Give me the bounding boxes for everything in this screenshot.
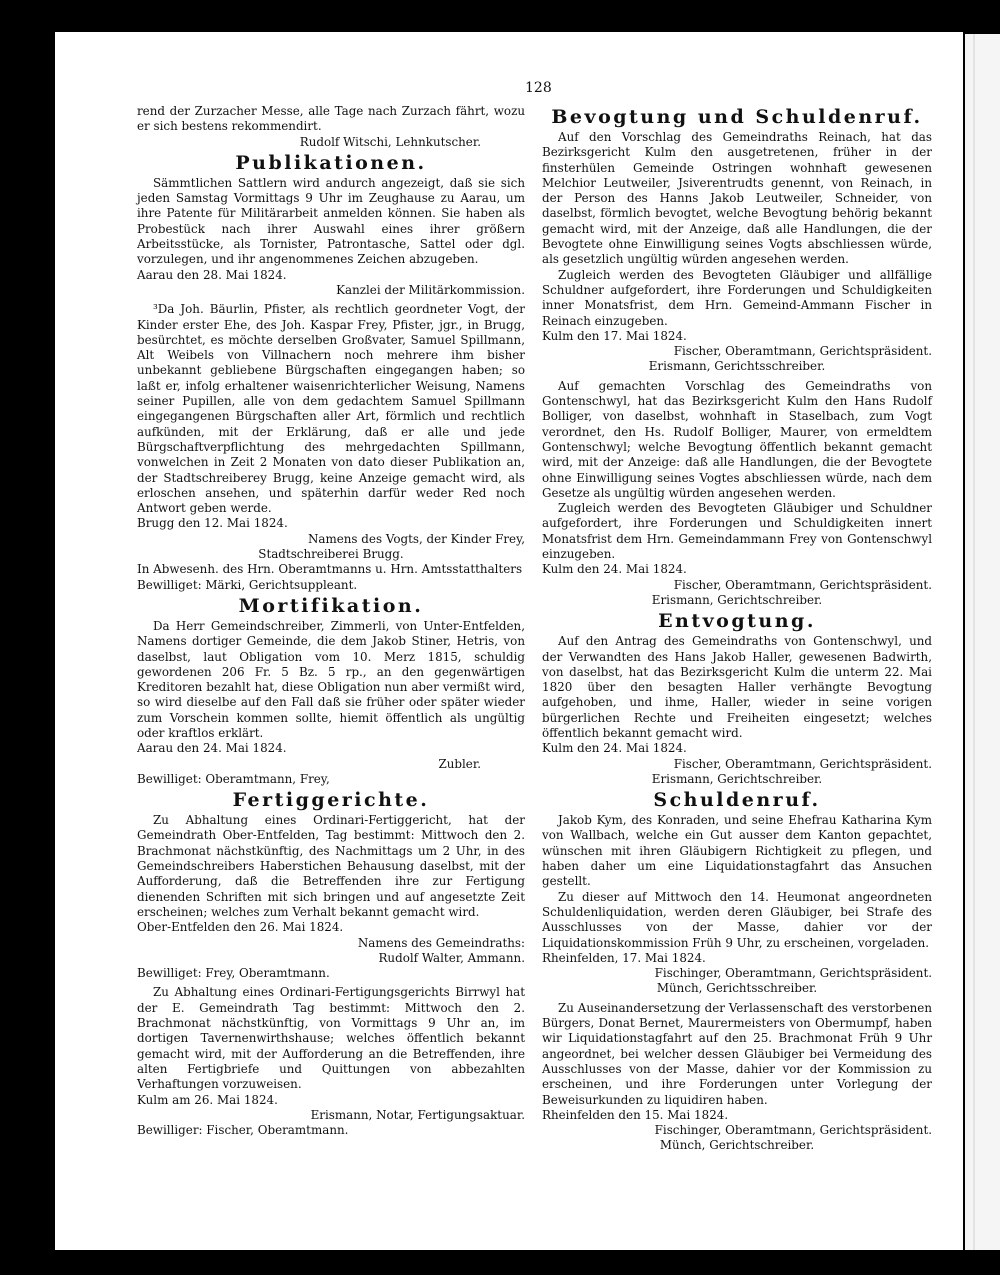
approval-note: In Abwesenh. des Hrn. Oberamtmanns u. Hrn. Amtsstatthalters (137, 562, 523, 577)
approval-note: Bewilliget: Oberamtmann, Frey, (137, 771, 330, 786)
notice-text: Auf gemachten Vorschlag des Gemeindraths von Gontenschwyl, hat das Bezirksgericht Kulm den Hans Rudolf Bolliger, von daselbst, wohnhaft in Staselbach, zum Vogt verordnet, den Hs. Rudolf Bolliger, Maurer, von ermeldtem Gontenschwyl; welche Bevogtung öffentlich bekannt gemacht wird, mit der Anzeige: daß alle Handlungen, die der Bevogtete ohne Einwilligung seines Vogtes abschliessen würde, nach dem Gesetze als ungültig würden angesehen werden. (542, 378, 932, 500)
notice-date: Rheinfelden, 17. Mai 1824. (542, 950, 706, 965)
notice-date: Kulm den 17. Mai 1824. (542, 328, 687, 343)
signature: Rudolf Witschi, Lehnkutscher. (299, 134, 481, 149)
signature: Stadtschreiberei Brugg. (258, 547, 404, 562)
left-column (137, 104, 525, 1138)
signature: Rudolf Walter, Ammann. (378, 950, 525, 965)
section-heading-fertiggerichte: Fertiggerichte. (232, 789, 430, 812)
right-column (542, 104, 932, 1154)
notice-text: Sämmtlichen Sattlern wird andurch angezeigt, daß sie sich jeden Samstag Vormittags 9 Uhr im Zeughause zu Aarau, um ihre Patente für Militärarbeit anmelden können. Sie haben als Probestück nach ihrer Auswahl eines ihrer größern Arbeitsstücke, als Tornister, Patrontasche, Sattel oder dgl. vorzulegen, und ihr angenommenes Zeichen abzugeben. (137, 175, 525, 267)
notice-date: Kulm den 24. Mai 1824. (542, 562, 687, 577)
notice-text: Da Herr Gemeindschreiber, Zimmerli, von Unter-Entfelden, Namens dortiger Gemeinde, die dem Jakob Stiner, Hetris, von daselbst, laut Obligation vom 10. Merz 1815, schuldig gewordenen 206 Fr. 5 Bz. 5 rp., an den gegenwärtigen Kreditoren bezahlt hat, diese Obligation nun aber vermißt wird, so wird dieselbe auf den Fall daß sie früher oder später wieder zum Vorschein kommen sollte, hiemit öffentlich als ungültig oder kraftlos erklärt. (137, 618, 525, 740)
notice-date: Kulm den 24. Mai 1824. (542, 741, 687, 756)
notice-date: Ober-Entfelden den 26. Mai 1824. (137, 920, 344, 935)
signature: Namens des Gemeindraths: (357, 935, 525, 950)
page-number: 128 (525, 80, 552, 96)
notice-text: ³Da Joh. Bäurlin, Pfister, als rechtlich geordneter Vogt, der Kinder erster Ehe, des Joh. Kaspar Frey, Pfister, jgr., in Brugg, besürchtet, es möchte derselben Großvater, Samuel Spillmann, Alt Weibels von Villnachern noch mehrere ihm bisher unbekannt gebliebene Bürgschaften eingegangen haben; so laßt er, infolg erhaltener waisenrichterlicher Weisung, Namens seiner Pupillen, alle von dem gedachtem Samuel Spillmann eingegangenen Bürgschaften aller Art, förmlich und rechtlich aufkünden, mit der Erklärung, daß er alle und jede Bürgschaftverpflichtung des mehrgedachten Spillmann, vonwelchen in Zeit 2 Monaten von dato dieser Publikation an, der Stadtschreiberey Brugg, keine Anzeige gemacht wird, als erloschen ansehen, und späterhin darfür weder Red noch Antwort geben werde. (137, 302, 525, 516)
signature: Erismann, Notar, Fertigungsaktuar. (310, 1107, 525, 1122)
newspaper-page (55, 32, 963, 1250)
notice-text: Jakob Kym, des Konraden, und seine Ehefrau Katharina Kym von Wallbach, welche ein Gut ausser dem Kanton gepachtet, wünschen mit ihren Gläubigern Richtigkeit zu pflegen, und haben daher um eine Liquidationstagfahrt das Ansuchen gestellt. (542, 813, 932, 889)
signature: Münch, Gerichtsschreiber. (656, 981, 818, 996)
notice-date: Kulm am 26. Mai 1824. (137, 1092, 278, 1107)
notice-date: Aarau den 28. Mai 1824. (137, 267, 287, 282)
notice-date: Brugg den 12. Mai 1824. (137, 516, 288, 531)
signature: Fischinger, Oberamtmann, Gerichtspräsident. (654, 966, 932, 981)
signature: Kanzlei der Militärkommission. (336, 282, 525, 297)
approval-note: Bewilliger: Fischer, Oberamtmann. (137, 1123, 349, 1138)
signature: Erismann, Gerichtschreiber. (651, 771, 823, 786)
notice-text: Auf den Antrag des Gemeindraths von Gontenschwyl, und der Verwandten des Hans Jakob Haller, gewesenen Badwirth, von daselbst, hat das Bezirksgericht Kulm die unterm 22. Mai 1820 über den besagten Haller verhängte Bevogtung aufgehoben, und ihme, Haller, wieder in seine vorigen bürgerlichen Rechte und Freiheiten eingesetzt; welches öffentlich bekannt gemacht wird. (542, 634, 932, 740)
notice-text: Zu Abhaltung eines Ordinari-Fertiggericht, hat der Gemeindrath Ober-Entfelden, Tag bestimmt: Mittwoch den 2. Brachmonat nächstkünftig, des Nachmittags um 2 Uhr, in des Gemeindschreibers Haberstichen Behausung daselbst, mit der Aufforderung, daß die Betreffenden ihre zur Fertigung dienenden Schriften mit sich bringen und auf angesetzte Zeit erscheinen; welches zum Verhalt bekannt gemacht wird. (137, 813, 525, 919)
signature: Erismann, Gerichtsschreiber. (648, 359, 826, 374)
signature: Erismann, Gerichtschreiber. (651, 592, 823, 607)
signature: Fischer, Oberamtmann, Gerichtspräsident. (673, 577, 932, 592)
notice-text: Auf den Vorschlag des Gemeindraths Reinach, hat das Bezirksgericht Kulm den ausgetretenen, früher in der finsterhülen Gemeinde Ostringen wohnhaft gewesenen Melchior Leutweiler, Jsiverentrudts genennt, von Reinach, in der Person des Hanns Jakob Leutweiler, Schneider, von daselbst, förmlich bevogtet, welche Bevogtung behörig bekannt gemacht wird, mit der Anzeige, daß alle Handlungen, die der Bevogtete ohne Einwilligung seines Vogts abschliessen würde, als gesetzlich ungültig würden angesehen werden. (542, 130, 932, 267)
signature: Namens des Vogts, der Kinder Frey, (307, 531, 525, 546)
signature: Fischinger, Oberamtmann, Gerichtspräsident. (654, 1123, 932, 1138)
signature: Fischer, Oberamtmann, Gerichtspräsident. (673, 344, 932, 359)
section-heading-bevogtung: Bevogtung und Schuldenruf. (551, 106, 923, 128)
notice-text: Zu Abhaltung eines Ordinari-Fertigungsgerichts Birrwyl hat der E. Gemeindrath Tag bestimmt: Mittwoch den 2. Brachmonat nächstkünftig, von Vormittags 9 Uhr an, im dortigen Tavernenwirthshause; welches öffentlich bekannt gemacht wird, mit der Aufforderung an die Betreffenden, ihre alten Fertigbriefe und Quittungen von abbezahlten Verhaftungen vorzuweisen. (137, 985, 525, 1092)
notice-text: Zu dieser auf Mittwoch den 14. Heumonat angeordneten Schuldenliquidation, werden deren Gläubiger, bei Strafe des Ausschlusses von der Masse, dahier vor der Liquidationskommission Früh 9 Uhr, zu erscheinen, vorgeladen. (542, 889, 932, 950)
section-heading-mortifikation: Mortifikation. (238, 594, 424, 617)
page-fold-line (973, 34, 975, 1250)
notice-text: Zu Auseinandersetzung der Verlassenschaft des verstorbenen Bürgers, Donat Bernet, Maurermeisters von Obermumpf, haben wir Liquidationstagfahrt auf den 25. Brachmonat Früh 9 Uhr angeordnet, bei welcher dessen Gläubiger bei Vermeidung des Ausschlusses von der Masse, dahier vor der Kommission zu erscheinen, und ihre Forderungen unter Vorlegung der Beweisurkunden zu liquidiren haben. (542, 1000, 932, 1107)
continued-notice-text: rend der Zurzacher Messe, alle Tage nach Zurzach fährt, wozu er sich bestens rekommendirt. (137, 104, 525, 134)
approval-note: Bewilliget: Märki, Gerichtsuppleant. (137, 577, 358, 592)
notice-date: Aarau den 24. Mai 1824. (137, 741, 287, 756)
adjacent-page-edge (965, 34, 1000, 1250)
signature: Münch, Gerichtschreiber. (659, 1138, 815, 1153)
signature: Fischer, Oberamtmann, Gerichtspräsident. (673, 756, 932, 771)
section-heading-publikationen: Publikationen. (235, 151, 427, 174)
signature: Zubler. (438, 756, 481, 771)
notice-text: Zugleich werden des Bevogteten Gläubiger und allfällige Schuldner aufgefordert, ihre Forderungen und Schuldigkeiten inner Monatsfrist, dem Hrn. Gemeind-Ammann Fischer in Reinach einzugeben. (542, 267, 932, 328)
notice-text: Zugleich werden des Bevogteten Gläubiger und Schuldner aufgefordert, ihre Forderungen und Schuldigkeiten innert Monatsfrist dem Hrn. Gemeindammann Frey von Gontenschwyl einzugeben. (542, 501, 932, 562)
section-heading-entvogtung: Entvogtung. (658, 610, 816, 633)
section-heading-schuldenruf: Schuldenruf. (653, 789, 821, 812)
notice-date: Rheinfelden den 15. Mai 1824. (542, 1107, 729, 1122)
approval-note: Bewilliget: Frey, Oberamtmann. (137, 966, 330, 981)
